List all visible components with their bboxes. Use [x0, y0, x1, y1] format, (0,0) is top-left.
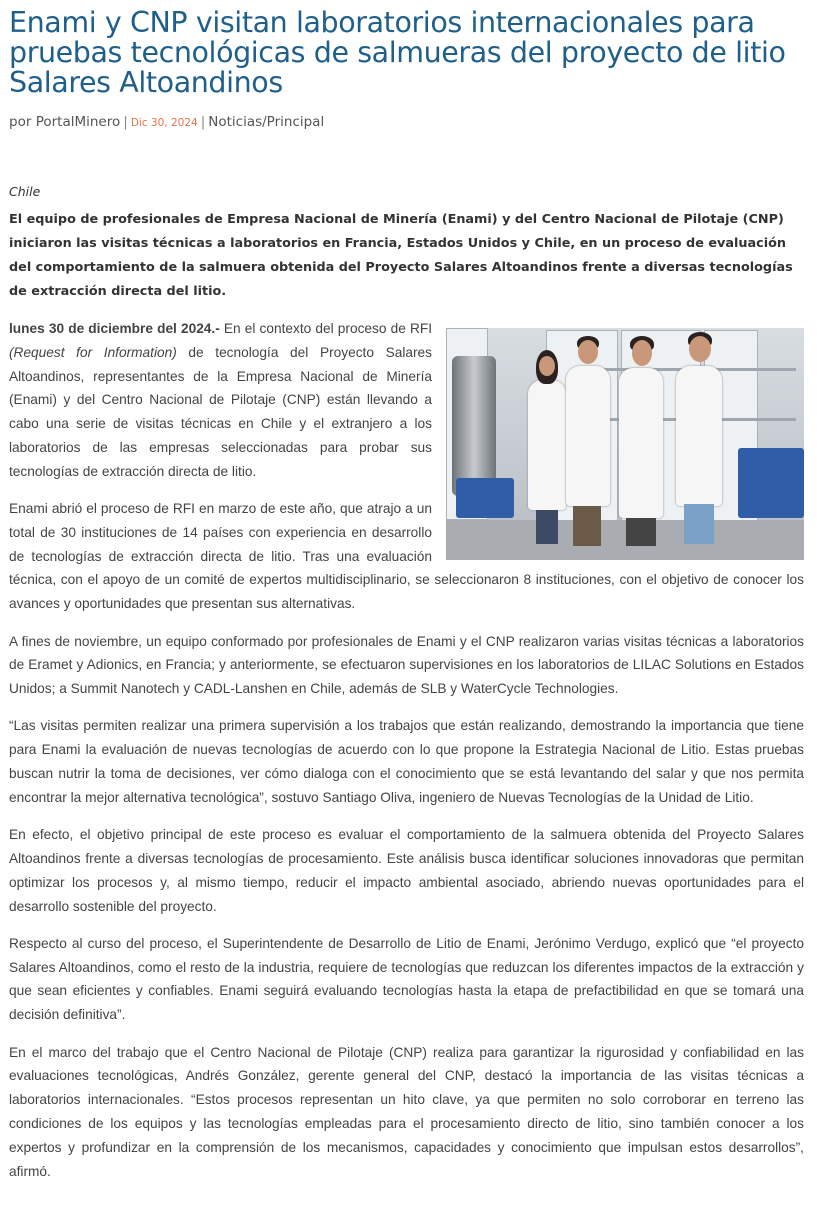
publish-date: Dic 30, 2024 — [130, 117, 198, 129]
paragraph-4: “Las visitas permiten realizar una primera supervisión a los trabajos que están realizando, demostrando la importancia que tiene para Enami la evaluación de nuevas tecnologías de acuerdo con lo que propone la Estrategia Nacional de Litio. Estas pruebas buscan nutrir la toma de decisiones, ver cómo dialoga con el conocimiento que se está levantando del salar y que nos permita encontrar la mejor alternativa tecnológica”, sostuvo Santiago Oliva, ingeniero de Nuevas Tecnologías de la Unidad de Litio. — [9, 718, 804, 805]
paragraph-5: En efecto, el objetivo principal de este proceso es evaluar el comportamiento de la salmuera obtenida del Proyecto Salares Altoandinos frente a diversas tecnologías de procesamiento. Este análisis busca identificar soluciones innovadoras que permitan optimizar los procesos y, al mismo tiempo, reducir el impacto ambiental asociado, abriendo nuevas oportunidades para el desarrollo sostenible del proyecto. — [9, 827, 804, 914]
paragraph-1-date: lunes 30 de diciembre del 2024.- — [9, 321, 220, 336]
article — [9, 8, 804, 1197]
meta-separator: | — [123, 114, 128, 130]
paragraph-7: En el marco del trabajo que el Centro Nacional de Pilotaje (CNP) realiza para garantizar la rigurosidad y confiabilidad en las evaluaciones tecnológicas, Andrés González, gerente general del CNP, destacó la importancia de las visitas técnicas a laboratorios internacionales. “Estos procesos representan un hito clave, ya que permiten no solo corroborar en terreno las condiciones de los equipos y las tecnologías empleadas para el procesamiento directo de litio, sino también conocer a los expertos y profundizar en la comprensión de los mecanismos, capacidades y conocimiento que impulsan estos desarrollos”, afirmó. — [9, 1044, 804, 1179]
article-body — [9, 317, 804, 1183]
article-location: Chile — [9, 184, 41, 199]
paragraph-1-text-a: En el contexto del proceso de RFI — [219, 321, 432, 336]
paragraph-2: Enami abrió el proceso de RFI en marzo de este año, que atrajo a un total de 30 instituciones de 14 países con experiencia en desarrollo de tecnologías de extracción directa de litio. Tras una evaluación técnica, con el apoyo de un comité de expertos multidisciplinario, se seleccionaron 8 instituciones, con el objetivo de conocer los avances y oportunidades que presentan sus alternativas. — [9, 501, 804, 612]
meta-separator-2: | — [200, 114, 206, 130]
paragraph-1-text-b: de tecnología del Proyecto Salares Altoandinos, representantes de la Empresa Nacional de Minería (Enami) y del Centro Nacional de Pilotaje (CNP) están llevando a cabo una serie de visitas técnicas en Chile y el extranjero a los laboratorios de las empresas seleccionadas para probar sus tecnologías de extracción directa de litio. — [9, 344, 432, 479]
article-lead: El equipo de profesionales de Empresa Nacional de Minería (Enami) y del Centro Nacional de Pilotaje (CNP) iniciaron las visitas técnicas a laboratorios en Francia, Estados Unidos y Chile, en un proceso de evaluación del comportamiento de la salmuera obtenida del Proyecto Salares Altoandinos frente a diversas tecnologías de extracción directa del litio. — [9, 212, 793, 299]
article-meta — [9, 113, 804, 132]
paragraph-6: Respecto al curso del proceso, el Superintendente de Desarrollo de Litio de Enami, Jerónimo Verdugo, explicó que “el proyecto Salares Altoandinos, como el resto de la industria, requiere de tecnologías que reduzcan los diferentes impactos de la extracción y que sean eficientes y confiables. Enami seguirá evaluando tecnologías hasta la etapa de prefactibilidad en que se tomará una decisión definitiva”. — [9, 935, 804, 1023]
article-photo — [446, 328, 804, 560]
category-link[interactable]: Noticias/Principal — [208, 114, 325, 130]
paragraph-1-italic: (Request for Information) — [9, 344, 177, 360]
article-title: Enami y CNP visitan laboratorios internacionales para pruebas tecnológicas de salmueras del proyecto de litio Salares Altoandinos — [9, 6, 786, 99]
author-link[interactable]: PortalMinero — [35, 114, 121, 130]
paragraph-3: A fines de noviembre, un equipo conformado por profesionales de Enami y el CNP realizaron varias visitas técnicas a laboratorios de Eramet y Adionics, en Francia; y anteriormente, se efectuaron supervisiones en los laboratorios de LILAC Solutions en Estados Unidos; a Summit Nanotech y CADL-Lanshen en Chile, además de SLB y WaterCycle Technologies. — [9, 633, 804, 697]
meta-by: por — [9, 114, 32, 130]
